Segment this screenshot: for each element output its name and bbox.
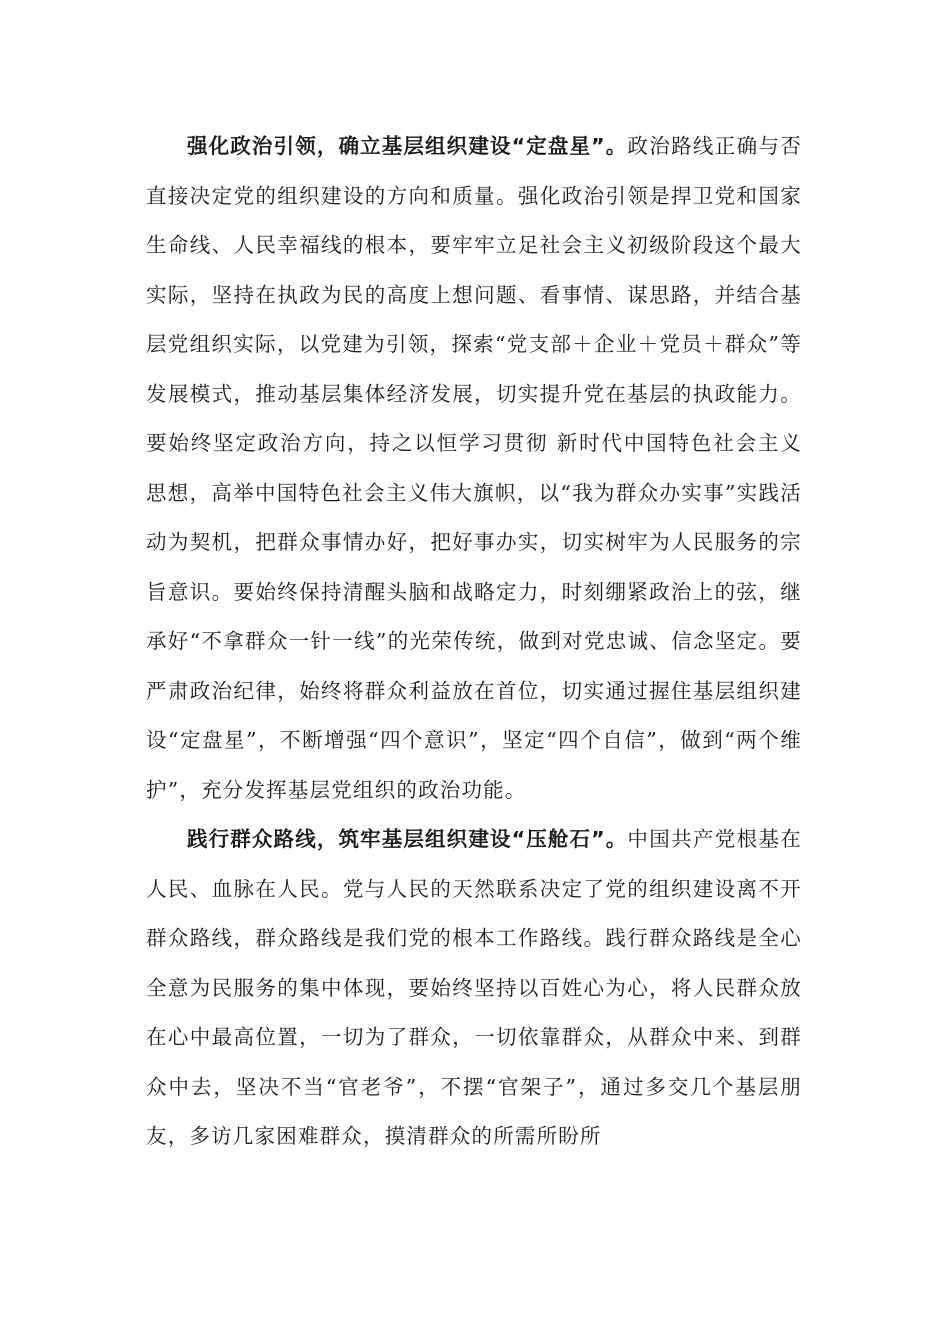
document-body (146, 122, 802, 1162)
paragraph-heading: 强化政治引领，确立基层组织建设“定盘星”。 (187, 134, 628, 158)
paragraph-heading: 践行群众路线，筑牢基层组织建设“压舱石”。 (187, 827, 628, 851)
paragraph-political-leadership (146, 122, 802, 815)
paragraph-text: 政治路线正确与否直接决定党的组织建设的方向和质量。强化政治引领是捍卫党和国家生命线、人民幸福线的根本，要牢牢立足社会主义初级阶段这个最大实际，坚持在执政为民的高度上想问题、看事情、谋思路，并结合基层党组织实际，以党建为引领，探索“党支部＋企业＋党员＋群众”等发展模式，推动基层集体经济发展，切实提升党在基层的执政能力。要始终坚定政治方向，持之以恒学习贯彻 新时代中国特色社会主义思想，高举中国特色社会主义伟大旗帜，以“我为群众办实事”实践活动为契机，把群众事情办好，把好事办实，切实树牢为人民服务的宗旨意识。要始终保持清醒头脑和战略定力，时刻绷紧政治上的弦，继承好“不拿群众一针一线”的光荣传统，做到对党忠诚、信念坚定。要严肃政治纪律，始终将群众利益放在首位，切实通过握住基层组织建设“定盘星”，不断增强“四个意识”，坚定“四个自信”，做到“两个维护”，充分发挥基层党组织的政治功能。 (146, 134, 802, 802)
paragraph-text: 中国共产党根基在人民、血脉在人民。党与人民的天然联系决定了党的组织建设离不开群众路线，群众路线是我们党的根本工作路线。践行群众路线是全心全意为民服务的集中体现，要始终坚持以百姓心为心，将人民群众放在心中最高位置，一切为了群众，一切依靠群众，从群众中来、到群众中去，坚决不当“官老爷”，不摆“官架子”，通过多交几个基层朋友，多访几家困难群众，摸清群众的所需所盼所 (146, 827, 802, 1148)
paragraph-mass-line (146, 815, 802, 1162)
